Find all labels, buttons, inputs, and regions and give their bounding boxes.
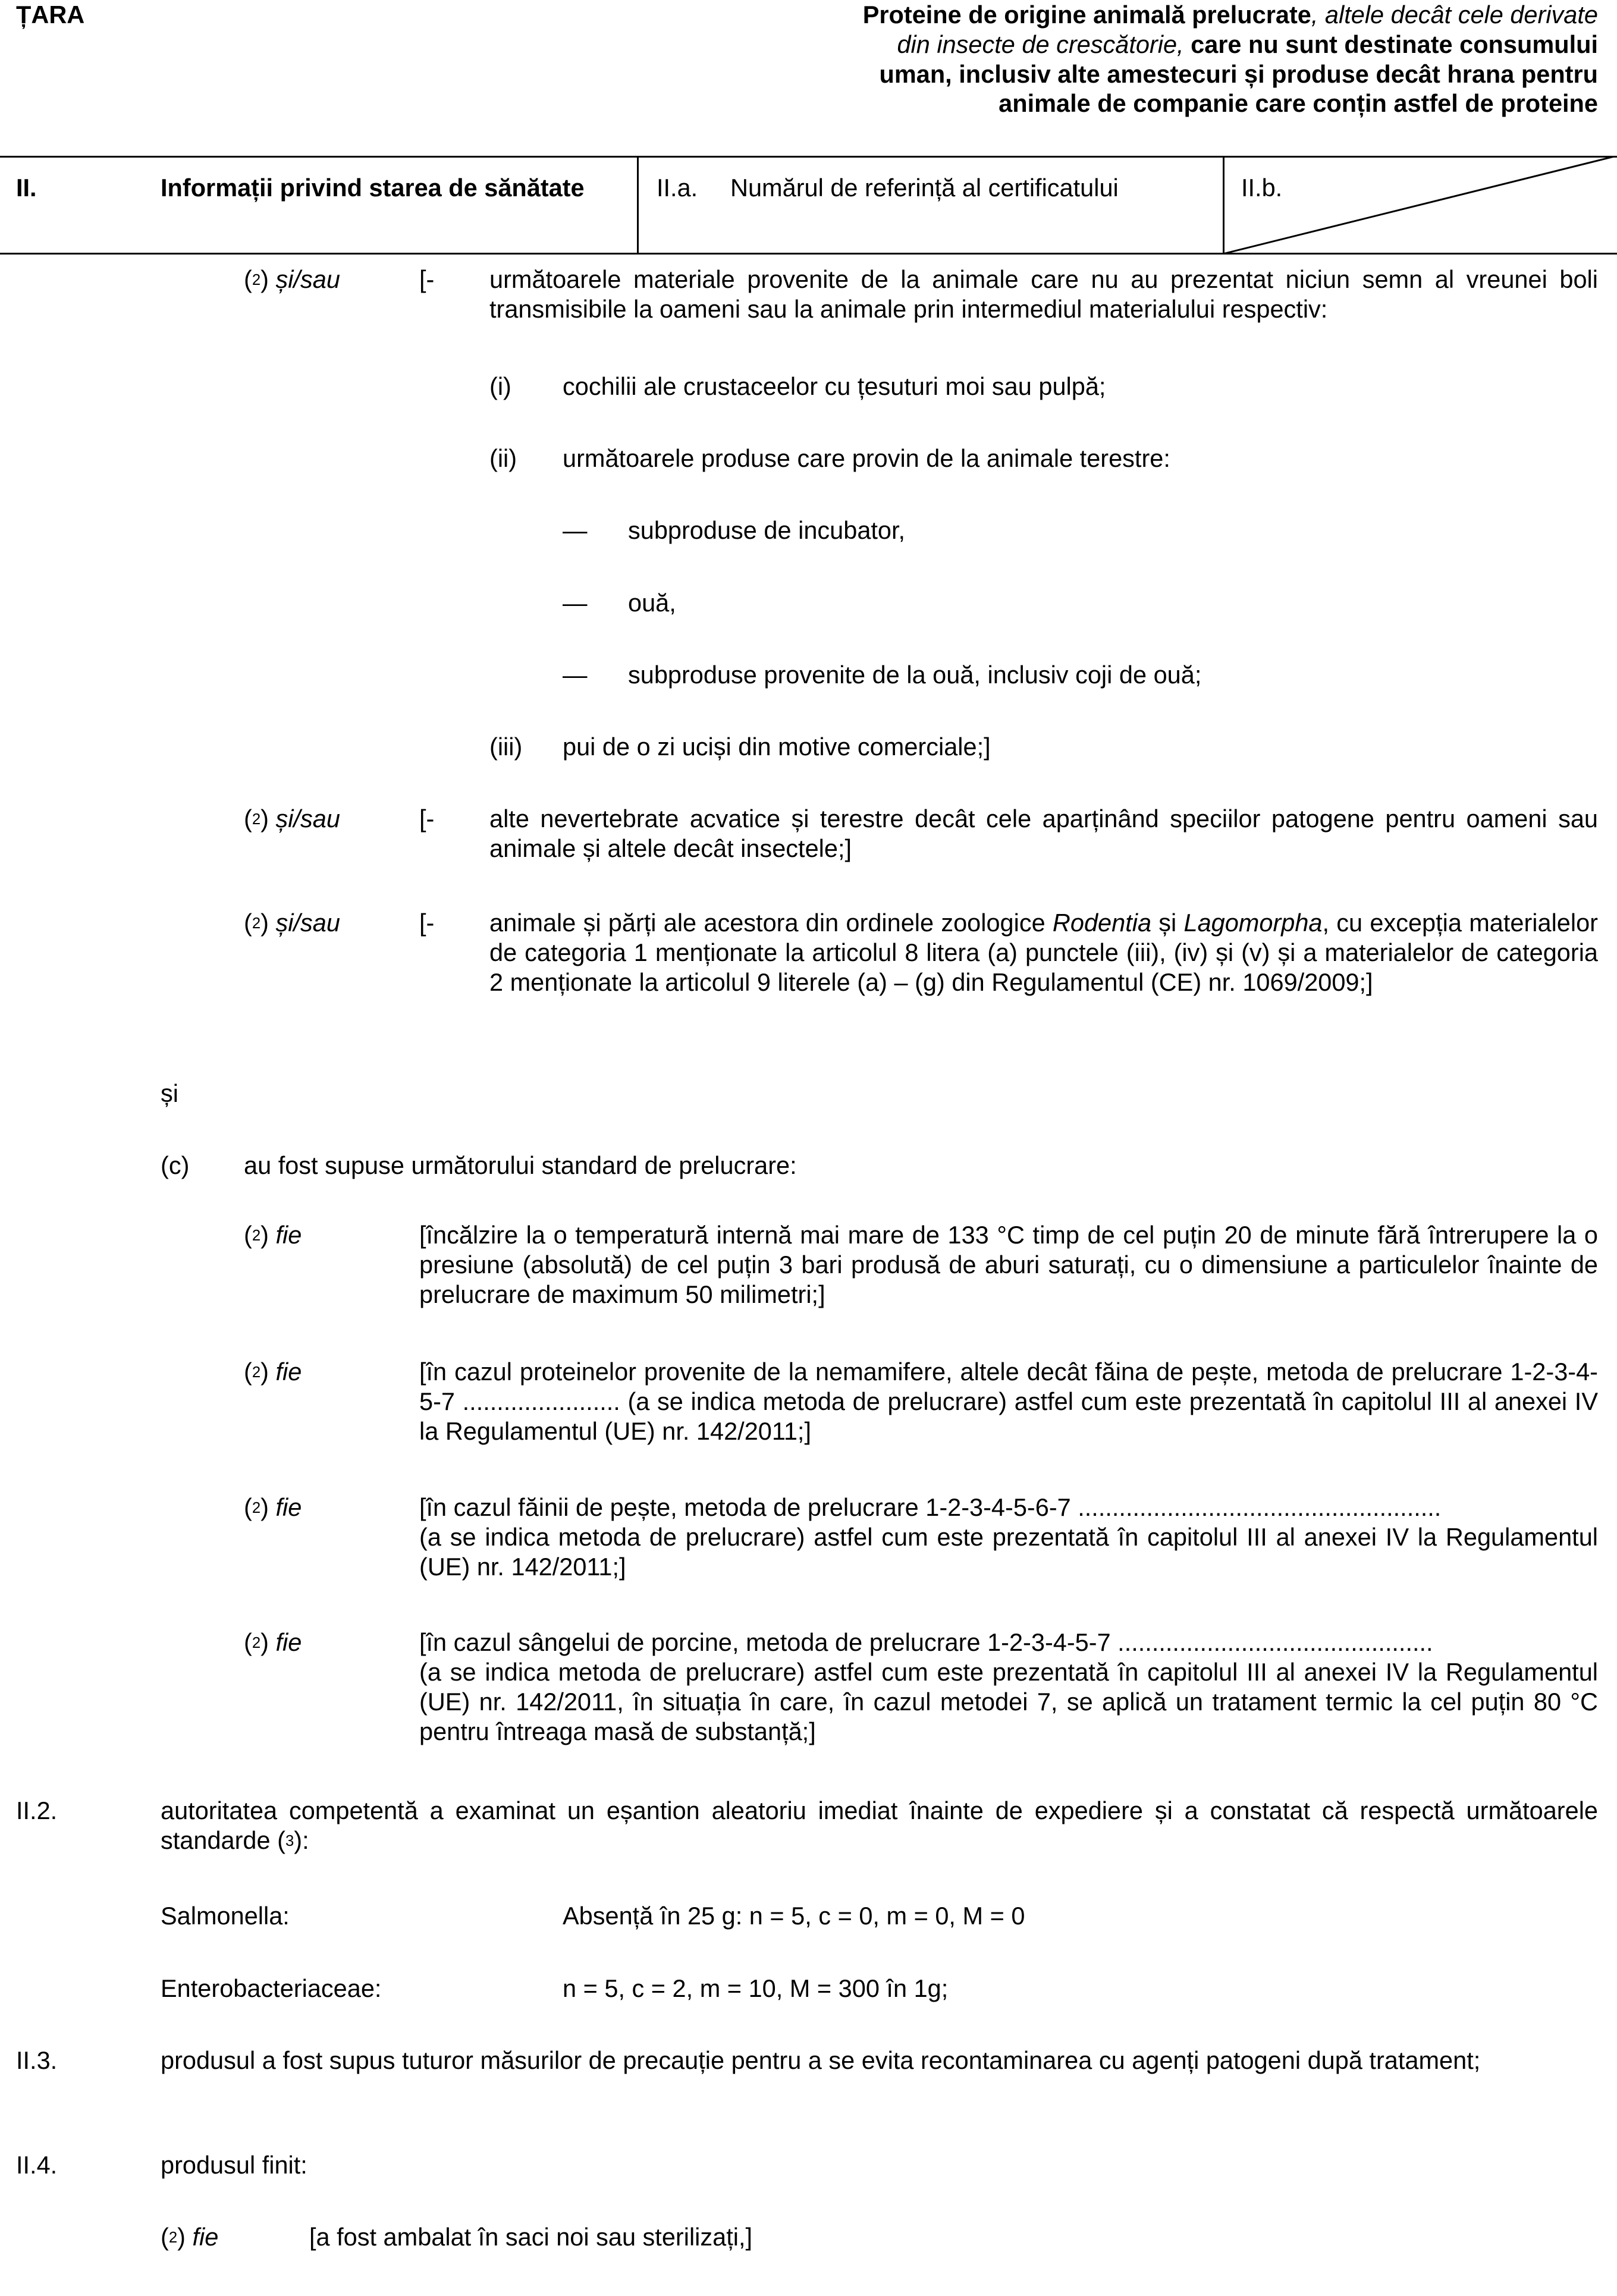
- processing-option-3-rest: (a se indica metoda de prelucrare) astfel cum este prezentată în capitolul III al anexei IV la Regulamentul (UE) nr. 142/2011;]: [419, 1523, 1598, 1581]
- title-part-3: care nu sunt destinate consumului uman, inclusiv alte amestecuri și produse decât hrana pentru animale de companie care conțin astfel de proteine: [879, 30, 1598, 118]
- processing-option-1: [încălzire la o temperatură internă mai mare de 133 °C timp de cel puțin 20 de minute fără întrerupere la o presiune (absolută) de cel puțin 3 bari produsă de aburi saturați, cu o dimensiune a particulelor înainte de prelucrare de maximum 50 milimetri;]: [419, 1221, 1598, 1308]
- section-number: II.: [16, 174, 37, 202]
- dash-marker: —: [563, 661, 588, 689]
- option-bracket: [-: [419, 265, 435, 293]
- processing-option-3-line1: [în cazul făinii de pește, metoda de prelucrare 1-2-3-4-5-6-7 .....................................................: [419, 1493, 1442, 1521]
- dash-item: ouă,: [628, 589, 676, 617]
- section-ii2-text: autoritatea competentă a examinat un eșantion aleatoriu imediat înainte de expediere și a constatat că respectă următoarele standarde ($^3$):: [161, 1796, 1598, 1854]
- section-ii4-fie-text: [a fost ambalat în saci noi sau sterilizați,]: [309, 2223, 753, 2251]
- entry-rodentia-text: animale și părți ale acestora din ordinele zoologice Rodentia și Lagomorpha, cu excepția materialelor de categoria 1 menționate la articolul 8 litera (a) punctele (iii), (iv) și (v) și a materialelor de categoria 2 menționate la articolul 9 literele (a) – (g) din Regulamentul (CE) nr. 1069/2009;]: [489, 909, 1598, 996]
- salmonella-label: Salmonella:: [161, 1902, 290, 1930]
- item-ii-number: (ii): [489, 444, 517, 472]
- fie-marker: ($^2$) fie: [244, 1628, 302, 1656]
- dash-item: subproduse provenite de la ouă, inclusiv coji de ouă;: [628, 661, 1202, 689]
- conjunction-si: și: [161, 1079, 178, 1107]
- fie-marker: ($^2$) fie: [244, 1358, 302, 1386]
- section-ii4-number: II.4.: [16, 2151, 58, 2179]
- title-part-1: Proteine de origine animală prelucrate: [862, 1, 1311, 29]
- header-divider-1: [637, 156, 639, 254]
- certificate-ref-label: Numărul de referință al certificatului: [730, 174, 1119, 202]
- processing-option-2: [în cazul proteinelor provenite de la nemamifere, altele decât făina de pește, metoda de prelucrare 1-2-3-4-5-7 ....................... (a se indica metoda de prelucrare) astfel cum este prezentată în capitolul III al anexei IV la Regulamentul (UE) nr. 142/2011;]: [419, 1358, 1598, 1445]
- option-marker: ($^2$) și/sau: [244, 265, 340, 293]
- section-ii2-number: II.2.: [16, 1796, 58, 1824]
- dash-marker: —: [563, 589, 588, 617]
- item-c-text: au fost supuse următorului standard de prelucrare:: [244, 1151, 797, 1179]
- entry-invertebrates-text: alte nevertebrate acvatice și terestre decât cele aparținând speciilor patogene pentru oameni sau animale și altele decât insectele;]: [489, 805, 1598, 862]
- header-diagonal-line: [1223, 156, 1617, 254]
- option-marker: ($^2$) și/sau: [244, 909, 340, 937]
- enterobacteriaceae-label: Enterobacteriaceae:: [161, 1974, 382, 2002]
- fie-marker: ($^2$) fie: [244, 1221, 302, 1249]
- item-iii-text: pui de o zi uciși din motive comerciale;]: [563, 733, 991, 761]
- section-ii4-text: produsul finit:: [161, 2151, 307, 2179]
- section-ii3-text: produsul a fost supus tuturor măsurilor de precauție pentru a se evita recontaminarea cu agenți patogeni după tratament;: [161, 2046, 1481, 2074]
- option-bracket: [-: [419, 909, 435, 937]
- entry-materials-text: următoarele materiale provenite de la animale care nu au prezentat niciun semn al vreunei boli transmisibile la oameni sau la animale prin intermediul materialului respectiv:: [489, 265, 1598, 323]
- dash-item: subproduse de incubator,: [628, 516, 906, 544]
- option-marker: ($^2$) și/sau: [244, 805, 340, 833]
- salmonella-value: Absență în 25 g: n = 5, c = 0, m = 0, M = 0: [563, 1902, 1025, 1930]
- fie-marker: ($^2$) fie: [161, 2223, 219, 2251]
- country-label: ȚARA: [16, 1, 85, 29]
- processing-option-4-rest: (a se indica metoda de prelucrare) astfel cum este prezentată în capitolul III al anexei IV la Regulamentul (UE) nr. 142/2011, în situația în care, în cazul metodei 7, se aplică un tratament termic la cel puțin 80 °C pentru întreaga masă de substanță;]: [419, 1658, 1598, 1745]
- section-title: Informații privind starea de sănătate: [161, 174, 585, 202]
- section-b-code: II.b.: [1241, 174, 1283, 202]
- fie-marker: ($^2$) fie: [244, 1493, 302, 1521]
- section-ii3-number: II.3.: [16, 2046, 58, 2074]
- certificate-ref-code: II.a.: [657, 174, 698, 202]
- processing-option-4-line1: [în cazul sângelui de porcine, metoda de prelucrare 1-2-3-4-5-7 ..............................................: [419, 1628, 1433, 1656]
- item-iii-number: (iii): [489, 733, 523, 761]
- item-c-number: (c): [161, 1151, 190, 1179]
- dash-marker: —: [563, 516, 588, 544]
- title-part-2: , altele decât cele derivate din insecte de crescătorie,: [897, 1, 1598, 58]
- item-ii-text: următoarele produse care provin de la animale terestre:: [563, 444, 1170, 472]
- document-title: [856, 0, 1598, 118]
- enterobacteriaceae-value: n = 5, c = 2, m = 10, M = 300 în 1g;: [563, 1974, 949, 2002]
- item-i-text: cochilii ale crustaceelor cu țesuturi moi sau pulpă;: [563, 372, 1106, 400]
- item-i-number: (i): [489, 372, 511, 400]
- option-bracket: [-: [419, 805, 435, 833]
